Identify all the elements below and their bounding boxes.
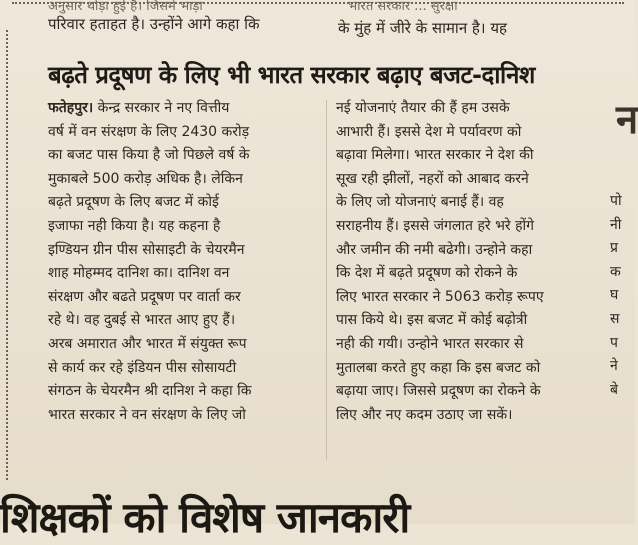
left-line: मुकाबले 500 करोड़ अधिक है। लेकिन [48,170,243,187]
edge-line: पो [610,193,622,209]
right-line: नई योजनाएं तैयार की हैं हम उसके [336,100,510,116]
edge-line: स [610,310,620,327]
left-line: इण्डियन ग्रीन पीस सोसाइटी के चेयरमैन [48,241,245,258]
left-column [48,97,313,427]
edge-line: बे [610,381,618,398]
left-line: भारत सरकार ने वन संरक्षण के लिए जो [48,406,246,423]
top-right-text: के मुंह में जीरे के सामान है। यह [338,19,507,37]
right-line: लिए और नए कदम उठाए जा सकें। [336,406,513,423]
adjacent-article-edge [610,40,635,480]
left-line: अरब अमारात और भारत में संयुक्त रूप [48,335,247,352]
right-line: पास किये थे। इस बजट में कोई बढ़ोत्री [336,312,528,329]
next-article-headline: शिक्षकों को विशेष जानकारी [0,493,410,542]
left-line: संगठन के चेयरमैन श्री दानिश ने कहा कि [48,383,252,400]
right-line: के लिए जो योजनाएं बनाई हैं। वह [336,194,504,211]
left-line-1: फतेहपुर। केन्द्र सरकार ने नए वित्तीय [48,100,230,116]
left-line: का बजट पास किया है जो पिछले वर्ष के [48,147,250,164]
edge-line: नी [610,216,622,233]
edge-line: प्र [610,240,618,257]
column-divider [326,100,327,460]
right-line: बढ़ाया जाए। जिससे प्रदूषण का रोकने के [336,383,541,400]
article-headline: बढ़ते प्रदूषण के लिए भी भारत सरकार बढ़ाए बजट-दानिश [48,61,535,89]
left-line: बढ़ते प्रदूषण के लिए बजट में कोई [48,194,219,211]
right-line: बढ़ावा मिलेगा। भारत सरकार ने देश की [336,147,534,164]
right-line: सराहनीय हैं। इससे जंगलात हरे भरे होंगे [336,217,535,234]
left-line: इजाफा नही किया है। यह कहना है [48,217,221,234]
left-line: से कार्य कर रहे इंडियन पीस सोसायटी [48,359,237,376]
left-line: संरक्षण और बढते प्रदूषण पर वार्ता कर [48,288,241,305]
top-left-text: परिवार हताहत है। उन्होंने आगे कहा कि [48,15,260,33]
right-line: और जमीन की नमी बढेगी। उन्होने कहा [336,241,533,258]
edge-headline-glyph: न [616,97,638,143]
top-left-fragment: अनुसार थोड़ा हुई है। जिसमें भाड़ा [48,0,203,14]
top-right-fragment: भारत सरकार ... सुरक्षा [348,0,458,14]
edge-line: घ [610,287,619,304]
right-column [336,97,594,427]
right-line: आभारी हैं। इससे देश मे पर्यावरण को [336,123,522,140]
cut-line-left [6,30,12,480]
right-line: मुतालबा करते हुए कहा कि इस बजट को [336,359,541,376]
left-line: शाह मोहम्मद दानिश का। दानिश वन [48,265,230,282]
right-line: कि देश में बढ़ते प्रदूषण को रोकने के [336,265,518,282]
previous-article-tail [48,0,608,40]
left-line: वर्ष में वन संरक्षण के लिए 2430 करोड़ [48,123,250,140]
edge-line: ने [610,358,618,375]
right-line: लिए भारत सरकार ने 5063 करोड़ रूपए [336,288,544,305]
edge-line: प [610,334,618,351]
right-line: सूख रही झीलों, नहरों को आबाद करने [336,170,529,187]
left-line: रहे थे। वह दुबई से भारत आए हुए हैं। [48,312,236,329]
edge-line: क [610,263,621,280]
dateline: फतेहपुर। [48,100,94,116]
right-line: नही की गयी। उन्होने भारत सरकार से [336,335,524,352]
